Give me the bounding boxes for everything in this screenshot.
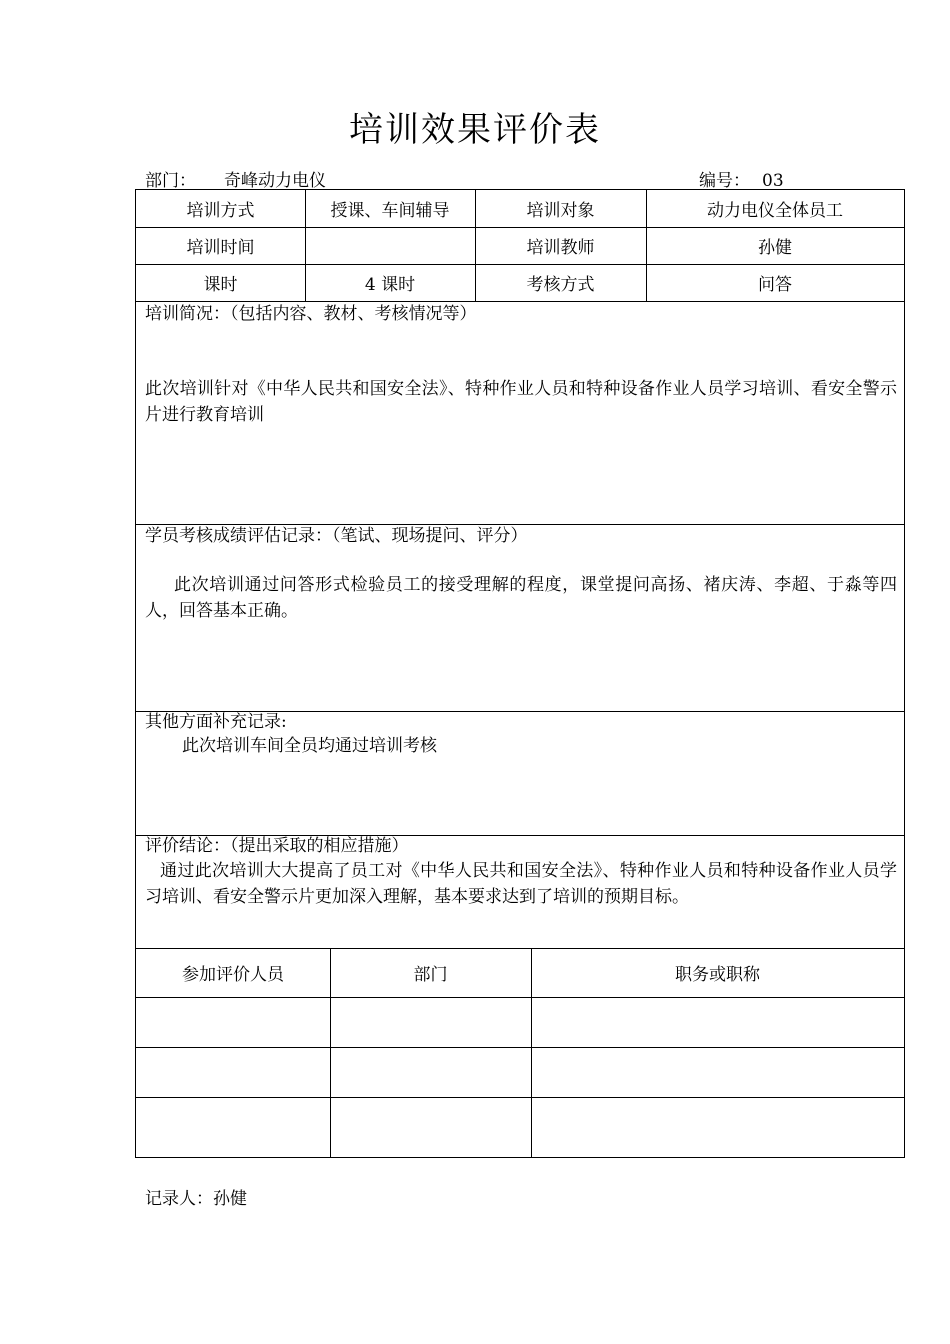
- conclusion-label: 评价结论：（提出采取的相应措施）: [145, 836, 409, 856]
- training-method-value: 授课、车间辅导: [330, 201, 450, 221]
- serial-number-value: 03: [762, 171, 784, 191]
- evaluator-column-header: 参加评价人员: [182, 965, 284, 985]
- training-target-value: 动力电仪全体员工: [707, 201, 843, 221]
- recorder-label: 记录人：: [145, 1189, 213, 1209]
- assessment-method-value: 问答: [758, 275, 792, 295]
- evaluation-form-table: [135, 189, 905, 1158]
- serial-number-line: [699, 166, 784, 191]
- department-line: [145, 166, 326, 191]
- training-summary-text: 此次培训针对《中华人民共和国安全法》、特种作业人员和特种设备作业人员学习培训、看安全警示片进行教育培训: [145, 379, 897, 425]
- class-hours-label: 课时: [203, 275, 238, 295]
- conclusion-text: 通过此次培训大大提高了员工对《中华人民共和国安全法》、特种作业人员和特种设备作业人员学习培训、看安全警示片更加深入理解，基本要求达到了培训的预期目标。: [145, 861, 897, 907]
- form-title: 培训效果评价表: [349, 110, 601, 150]
- department-label: 部门：: [145, 171, 196, 191]
- recorder-line: [145, 1184, 247, 1209]
- table-row: [136, 997, 904, 1047]
- training-time-label: 培训时间: [186, 238, 255, 258]
- training-summary-label: 培训简况：（包括内容、教材、考核情况等）: [145, 304, 477, 324]
- supplementary-record-label: 其他方面补充记录:: [145, 712, 287, 732]
- trainer-value: 孙健: [758, 238, 792, 258]
- serial-number-label: 编号：: [699, 171, 750, 191]
- table-row: [136, 1097, 904, 1157]
- department-column-header: 部门: [413, 965, 448, 985]
- training-target-label: 培训对象: [526, 201, 595, 221]
- assessment-method-label: 考核方式: [526, 275, 595, 295]
- training-method-label: 培训方式: [186, 201, 255, 221]
- department-value: 奇峰动力电仪: [224, 171, 326, 191]
- assessment-record-label: 学员考核成绩评估记录：（笔试、现场提问、评分）: [145, 526, 528, 546]
- position-column-header: 职务或职称: [675, 965, 760, 985]
- assessment-record-text: 此次培训通过问答形式检验员工的接受理解的程度，课堂提问高扬、褚庆涛、李超、于淼等四人，回答基本正确。: [145, 575, 897, 621]
- recorder-value: 孙健: [213, 1189, 247, 1209]
- training-time-value: [305, 227, 475, 264]
- supplementary-record-text: 此次培训车间全员均通过培训考核: [182, 736, 437, 756]
- table-row: [136, 1047, 904, 1097]
- class-hours-value: 4 课时: [364, 275, 416, 295]
- trainer-label: 培训教师: [526, 238, 595, 258]
